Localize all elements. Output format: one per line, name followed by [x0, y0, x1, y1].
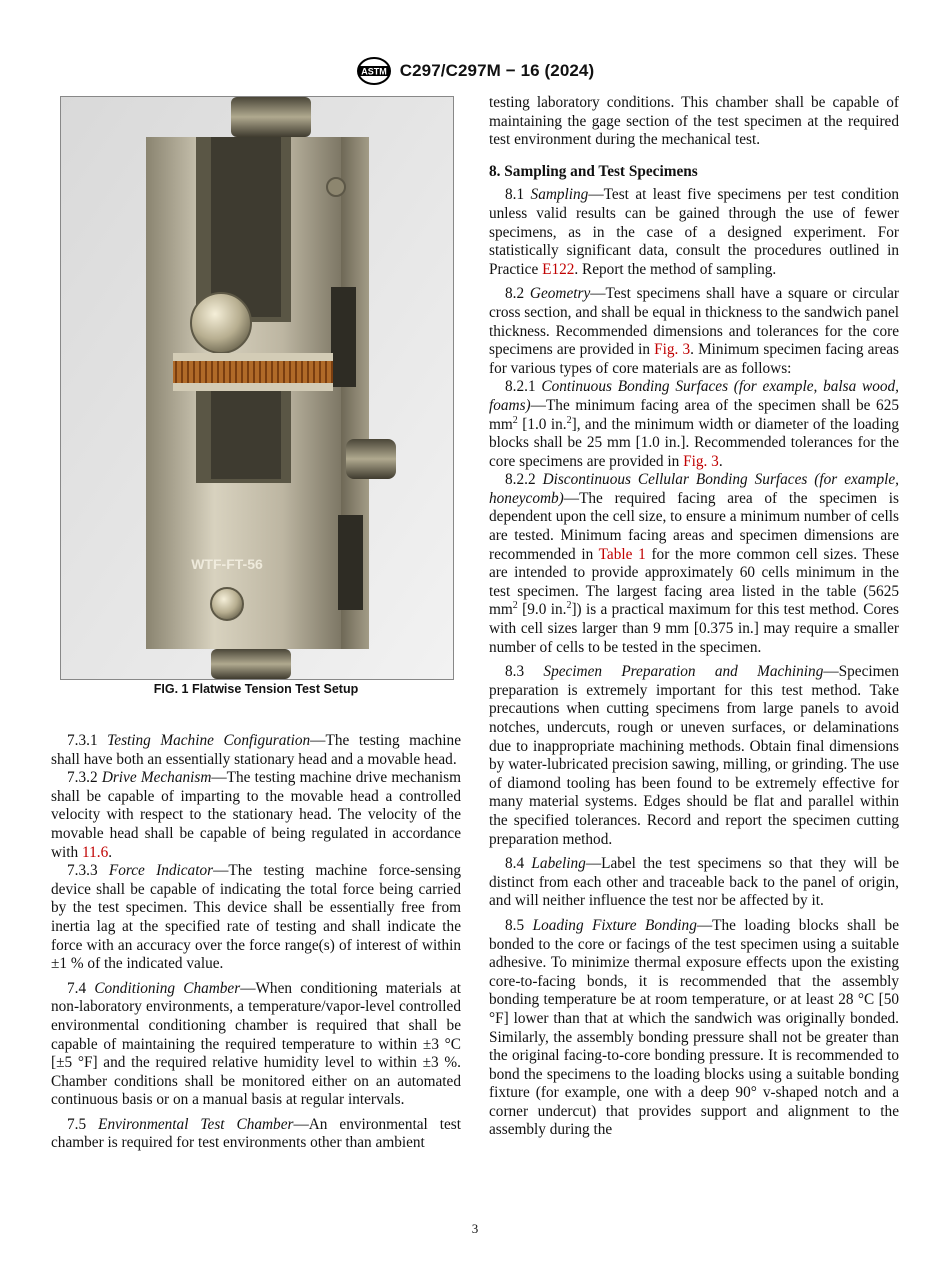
section-number: 8.2.2 [505, 471, 536, 489]
superscript: 2 [512, 600, 518, 612]
paragraph-text-tail: . [108, 843, 113, 861]
section-title: Discontinuous Cellular Bonding Surfaces (for example, honeycomb) [489, 471, 899, 507]
logo-text: ASTM [360, 66, 387, 77]
paragraph-8-2-2 [489, 471, 899, 657]
section-title: Drive Mechanism [101, 769, 212, 787]
paragraph-7-5 [51, 1116, 461, 1153]
paragraph-text-tail: . [718, 452, 723, 470]
figure-1-photo [60, 96, 454, 680]
section-number: 7.3.2 [67, 769, 98, 787]
continued-paragraph: testing laboratory conditions. This chamber shall be capable of maintaining the gage section of the test specimen at the required test environment during the mechanical test. [489, 94, 899, 149]
section-title: Labeling [531, 855, 586, 873]
paragraph-7-3-1 [51, 732, 461, 769]
cross-reference-link[interactable]: Fig. 3 [683, 452, 719, 470]
paragraph-text: ], and the minimum width or diameter of the loading blocks shall be 25 mm [1.0 in.]. Recommended tolerances for the core specimens are provided in [489, 415, 899, 470]
section-title: Conditioning Chamber [94, 979, 241, 997]
paragraph-text: [9.0 in. [517, 601, 567, 619]
paragraph-text: —Specimen preparation is extremely important for this test method. Take precautions when cutting specimens from large panels to avoid notches, undercuts, rough or uneven surfaces, or delaminations due to inappropriate machining methods. Obtain final dimensions by water-lubricated precision sawing, milling, or grinding. The use of diamond tooling has been found to be extremely effective for many material systems. Edges should be flat and parallel within the specified tolerances. Record and report the specimen cutting preparation method. [489, 663, 899, 848]
page-header [0, 56, 950, 86]
paragraph-text-tail: . Minimum specimen facing areas for various types of core materials are as follows: [489, 341, 900, 377]
cross-reference-link[interactable]: E122 [542, 260, 575, 278]
paragraph-text: ]) is a practical maximum for this test method. Cores with cell sizes larger than 9 mm [0.375 in.] may require a smaller number of cells to be tested in the specimen. [489, 601, 899, 656]
paragraph-text: for the more common cell sizes. These are intended to provide approximately 60 cells minimum in the test specimen. The largest facing area listed in the table (5625 mm [489, 545, 899, 619]
paragraph-8-2-1 [489, 378, 899, 471]
section-number: 8.2.1 [505, 378, 536, 396]
section-number: 7.5 [67, 1115, 87, 1133]
section-title: Specimen Preparation and Machining [543, 663, 824, 681]
paragraph-8-5 [489, 917, 899, 1140]
figure-caption: FIG. 1 Flatwise Tension Test Setup [153, 682, 359, 696]
astm-logo-icon [356, 56, 392, 86]
paragraph-text: —When conditioning materials at non-laboratory environments, a temperature/vapor-level controlled environmental conditioning chamber is required that shall be capable of maintaining the required temperature to within ±3 °C [±5 °F] and the required relative humidity level to within ±3 %. Chamber conditions shall be monitored either on an automated continuous basis or on a manual basis at regular intervals. [51, 979, 461, 1109]
section-title: Sampling [530, 186, 589, 204]
paragraph-8-3 [489, 663, 899, 849]
section-title: Testing Machine Configuration [107, 732, 311, 749]
section-title: Force Indicator [108, 862, 214, 880]
cross-reference-link[interactable]: 11.6 [82, 843, 109, 861]
paragraph-text: —Test specimens shall have a square or circular cross section, and shall be equal in thickness to the sandwich panel thickness. Recommended dimensions and tolerances for the core specimens are provided in [489, 285, 899, 359]
paragraph-text: —Test at least five specimens per test condition unless valid results can be gained through the use of fewer specimens, as in the case of a designed experiment. For statistically significant data, consult the procedures outlined in Practice [489, 186, 899, 278]
paragraph-text: —The minimum facing area of the specimen shall be 625 mm [489, 396, 899, 433]
superscript: 2 [566, 600, 572, 612]
section-number: 7.3.3 [67, 862, 98, 880]
section-number: 8.4 [505, 855, 525, 873]
left-column [51, 732, 461, 1153]
section-title: Loading Fixture Bonding [532, 916, 697, 934]
paragraph-7-4 [51, 980, 461, 1110]
cross-reference-link[interactable]: Fig. 3 [654, 341, 691, 359]
section-number: 7.3.1 [67, 732, 98, 749]
fixture-engraving: WTF-FT-56 [191, 556, 263, 572]
right-column [489, 94, 899, 1140]
section-number: 8.5 [505, 916, 525, 934]
paragraph-8-4 [489, 855, 899, 911]
page-number: 3 [471, 1221, 479, 1236]
section-heading: 8. Sampling and Test Specimens [489, 162, 698, 180]
paragraph-text-tail: . Report the method of sampling. [574, 260, 777, 278]
paragraph-text: —The testing machine force-sensing device shall be capable of indicating the total force being carried by the test specimen. This device shall be essentially free from inertia lag at the specified rate of testing and shall indicate the force with an accuracy over the force range(s) of interest of within ±1 % of the indicated value. [51, 862, 461, 973]
section-number: 8.3 [505, 663, 525, 681]
paragraph-text: —The testing machine drive mechanism shall be capable of imparting to the movable head a controlled velocity with respect to the stationary head. The velocity of the movable head shall be capable of being regulated in accordance with [51, 769, 462, 861]
paragraph-text: —The testing machine shall have both an essentially stationary head and a movable head. [51, 732, 461, 768]
paragraph-8-2 [489, 285, 899, 378]
paragraph-text: [1.0 in. [517, 415, 567, 433]
paragraph-text: —The required facing area of the specimen is dependent upon the cell size, to ensure a minimum number of cells are tested. Minimum facing areas and specimen dimensions are recommended in [489, 489, 899, 563]
superscript: 2 [512, 414, 518, 426]
paragraph-7-3-2 [51, 769, 461, 862]
superscript: 2 [566, 414, 572, 426]
section-number: 7.4 [67, 979, 87, 997]
section-title: Geometry [529, 285, 591, 303]
section-number: 8.2 [505, 285, 525, 303]
cross-reference-link[interactable]: Table 1 [598, 545, 646, 563]
section-title: Environmental Test Chamber [98, 1115, 294, 1133]
paragraph-8-1 [489, 186, 899, 279]
fixture-illustration [61, 97, 453, 679]
paragraph-text: —An environmental test chamber is required for test environments other than ambient [51, 1115, 461, 1152]
paragraph-text: —The loading blocks shall be bonded to the core or facings of the test specimen using a suitable adhesive. To minimize thermal exposure effects upon the existing core-to-facing bonds, it is recommended that the assembly bonding temperature be at room temperature, or at least 28 °C [50 °F] lower than that at which the sandwich was originally bonded. Similarly, the assembly bonding pressure shall not be greater than the original facing-to-core bonding pressure. It is recommended to bond the specimens to the loading blocks using a suitable bonding fixture (for example, one with a deep 90° v-shaped notch and a corner undercut) that provides support and alignment to the assembly during the [489, 916, 899, 1139]
paragraph-text: —Label the test specimens so that they will be distinct from each other and traceable back to the panel of origin, and will neither influence the test nor be affected by it. [489, 855, 899, 910]
section-number: 8.1 [505, 186, 525, 204]
paragraph-7-3-3 [51, 862, 461, 974]
section-title: Continuous Bonding Surfaces (for example, balsa wood, foams) [489, 378, 899, 414]
document-designation: C297/C297M − 16 (2024) [399, 61, 595, 80]
